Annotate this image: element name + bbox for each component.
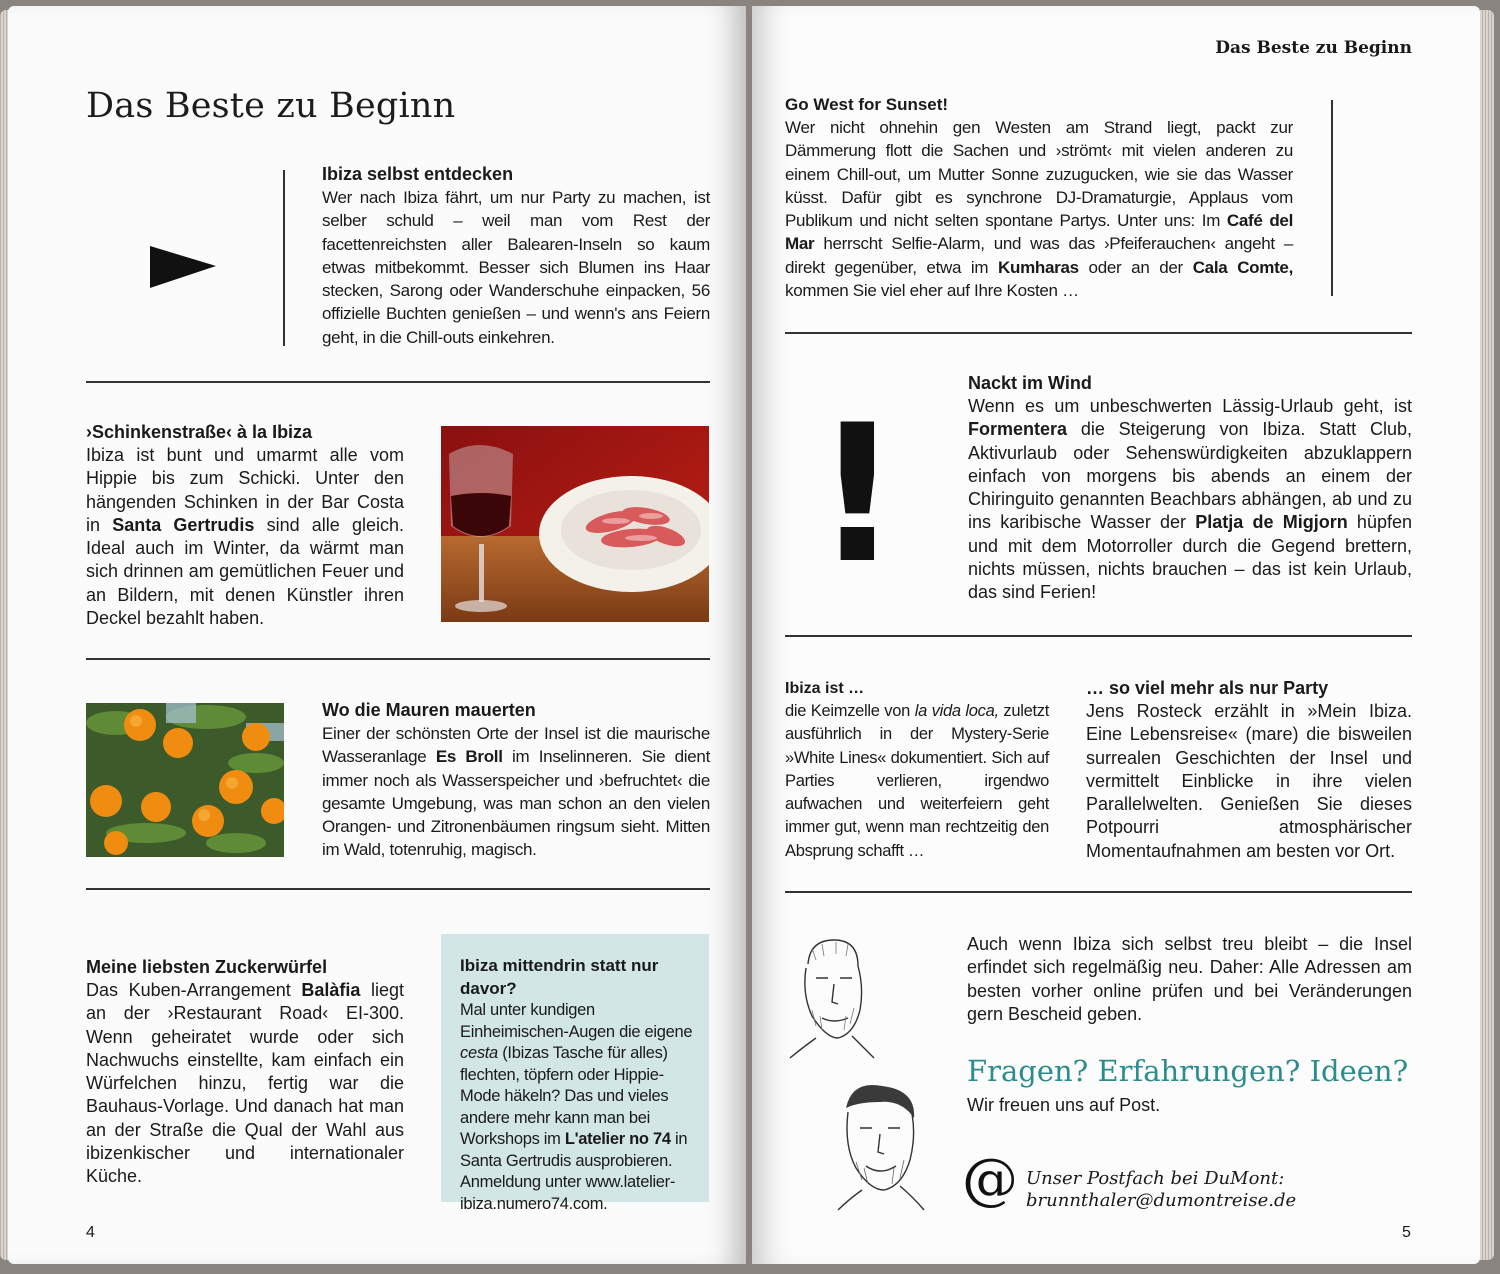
- section-text: [785, 700, 1049, 863]
- text-run-italic: la vida loca,: [914, 702, 999, 720]
- exclamation-icon: !: [814, 384, 901, 605]
- section-text: [322, 722, 710, 862]
- text-run: in Santa Gertrudis ausprobieren. Anmeldung unter www.latelier-ibiza.numero74.com.: [460, 1130, 688, 1213]
- text-run: Mal unter kundigen Einheimischen-Augen die eigene: [460, 1001, 693, 1041]
- section-divider-vertical: [283, 170, 285, 346]
- place-name: Kumharas: [998, 257, 1079, 277]
- section-rule: [785, 891, 1412, 893]
- text-run: Wenn es um unbeschwerten Lässig-Urlaub geht, ist: [968, 396, 1412, 416]
- text-run: oder an der: [1078, 257, 1193, 277]
- running-head: Das Beste zu Beginn: [1215, 38, 1412, 58]
- triangle-pointer-icon: [148, 244, 220, 290]
- text-run: zuletzt ausführlich in der Mystery-Serie »White Lines« dokumentiert. Sich auf Parties verlieren, irgendwo aufwachen und weiterfeiern geht immer gut, wenn man rechtzeitig den Absprung schafft …: [785, 702, 1050, 860]
- section-heading: Ibiza selbst entdecken: [322, 164, 514, 184]
- place-name: Balàfia: [301, 980, 361, 1000]
- at-sign-icon: @: [962, 1147, 1018, 1212]
- place-name: Café del Mar: [785, 211, 1293, 254]
- box-heading: Ibiza mittendrin statt nur davor?: [460, 956, 659, 998]
- page-title: Das Beste zu Beginn: [86, 86, 456, 126]
- section-ibiza-selbst: [322, 163, 710, 349]
- place-name: Santa Gertrudis: [112, 514, 255, 535]
- section-text: Jens Rosteck erzählt in »Mein Ibiza. Eine Lebensreise« (mare) die bisweilen surrealen Geschichten der Insel und vermittelt Einblicke in ihre vielen Parallelwelten. Genießen Sie dieses Potpourri atmosphärischer Momentaufnahmen am besten vor Ort.: [1086, 701, 1412, 861]
- page-number-right: 5: [1402, 1224, 1411, 1241]
- section-text: [86, 444, 404, 630]
- section-rule: [785, 635, 1412, 637]
- contact-text: Auch wenn Ibiza sich selbst treu bleibt – die Insel erfindet sich regelmäßig neu. Daher: Alle Adressen am besten vorher online prüfen und bei Veränderungen gern Bescheid geben.: [967, 934, 1412, 1024]
- page-number-left: 4: [86, 1224, 95, 1241]
- section-rule: [785, 332, 1412, 334]
- text-run: die Keimzelle von: [785, 702, 915, 720]
- text-run: im Inselinneren. Sie dient immer noch als Wasserspeicher und ›befruchtet‹ die gesamte Umgebung, was man schon an den vielen Orangen- und Zitronenbäumen ringsum sieht. Mitten im Wald, totenruhig, magisch.: [322, 747, 711, 860]
- section-rule: [86, 888, 710, 890]
- section-text: [968, 395, 1412, 605]
- text-run: Einer der schönsten Orte der Insel ist die maurische Wasseranlage: [322, 724, 710, 767]
- text-run: liegt an der ›Restaurant Road‹ EI-300. Wenn geheiratet wurde oder sich Nachwuchs einstellte, kam einfach ein Würfelchen hinzu, fertig war die Bauhaus-Vorlage. Und danach hat man an der Straße die Qual der Wahl aus ibizenkischer und internationaler Küche.: [86, 980, 404, 1187]
- section-text: [785, 116, 1293, 302]
- mailbox-label: Unser Postfach bei DuMont:: [1026, 1168, 1285, 1189]
- section-sunset: [785, 93, 1293, 302]
- section-heading: ›Schinkenstraße‹ à la Ibiza: [86, 422, 313, 442]
- section-mittendrin: [460, 954, 700, 1215]
- feedback-question: Fragen? Erfahrungen? Ideen?: [967, 1054, 1409, 1088]
- text-run: kommen Sie viel eher auf Ihre Kosten …: [785, 281, 1079, 301]
- post-line: Wir freuen uns auf Post.: [967, 1095, 1161, 1115]
- section-rule: [86, 381, 710, 383]
- text-run: Ibiza ist bunt und umarmt alle vom Hippie bis zum Schicki. Unter den hängenden Schinken in der Bar Costa in: [86, 445, 404, 535]
- section-heading: Wo die Mauren mauerten: [322, 700, 536, 720]
- place-name: Cala Comte,: [1192, 257, 1294, 277]
- ham-and-wine-photo: [441, 426, 709, 622]
- orange-tree-photo: [86, 703, 284, 857]
- section-text: Wer nach Ibiza fährt, um nur Party zu machen, ist selber schuld – weil man vom Rest der facettenreichsten aller Balearen-Inseln so kaum etwas mitbekommt. Besser sich Blumen ins Haar stecken, Sarong oder Wanderschuhe einpacken, 56 offizielle Buchten genießen – und wenn's ans Feiern geht, in die Chill-outs einkehren.: [322, 188, 710, 347]
- text-run: sind alle gleich. Ideal auch im Winter, da wärmt man sich drinnen am gemütlichen Feuer und an Bildern, mit denen Künstler ihren Deckel bezahlt haben.: [86, 514, 404, 629]
- box-text: [460, 1000, 700, 1215]
- mailbox-address[interactable]: brunnthaler@dumontreise.de: [1026, 1190, 1297, 1211]
- section-zucker: [86, 956, 404, 1189]
- author-portrait-2: [832, 1082, 928, 1212]
- text-run: hüpfen und mit dem Motorroller durch die Gegend brettern, nichts müssen, nichts brauchen – das ist kein Urlaub, das sind Ferien!: [968, 512, 1412, 603]
- place-name: L'atelier no 74: [564, 1130, 671, 1148]
- section-heading: Meine liebsten Zuckerwürfel: [86, 957, 328, 977]
- author-portrait-1: [786, 934, 876, 1060]
- section-rule: [86, 658, 710, 660]
- page-stack-right: [1480, 10, 1494, 1260]
- place-name: Es Broll: [435, 747, 503, 767]
- section-heading: … so viel mehr als nur Party: [1086, 678, 1329, 698]
- text-run: herrscht Selfie-Alarm, und was das ›Pfeiferauchen‹ angeht – direkt gegenüber, etwa im: [785, 234, 1293, 277]
- text-run: Wer nicht ohnehin gen Westen am Strand liegt, packt zur Dämmerung flott die Sachen und ›strömt‹ mit vielen anderen zu einem Chill-out, um Mutter Sonne zuzugucken, wie sie das Wasser küsst. Dafür gibt es synchrone DJ-Dramaturgie, Applaus vom Publikum und nicht selten spontane Partys. Unter uns: Im: [785, 118, 1293, 231]
- section-heading: Ibiza ist …: [785, 680, 865, 697]
- section-mauren: [322, 699, 710, 862]
- section-nackt: [968, 372, 1412, 605]
- text-run-italic: cesta: [460, 1044, 498, 1062]
- text-run: Das Kuben-Arrangement: [86, 980, 302, 1000]
- section-heading: Go West for Sunset!: [785, 95, 949, 114]
- text-run: die Steigerung von Ibiza. Statt Club, Aktivurlaub oder Sehenswürdigkeiten abzuklappern einfach von morgens bis abends an einem der Chiringuito genannten Beachbars abhängen, ab und zu ins karibische Wasser der: [968, 419, 1412, 533]
- section-divider-vertical: [1331, 100, 1333, 296]
- section-heading: Nackt im Wind: [968, 373, 1092, 393]
- section-contact: [967, 933, 1412, 1026]
- text-run: (Ibizas Tasche für alles) flechten, töpfern oder Hippie-Mode häkeln? Das und vieles andere mehr kann man bei Workshops im: [460, 1044, 669, 1148]
- place-name: Platja de Migjorn: [1195, 512, 1348, 533]
- place-name: Formentera: [968, 419, 1068, 440]
- section-mehr: [1086, 677, 1412, 863]
- section-text: [86, 979, 404, 1189]
- section-ibiza-ist: [785, 677, 1049, 863]
- section-schinken: [86, 421, 404, 630]
